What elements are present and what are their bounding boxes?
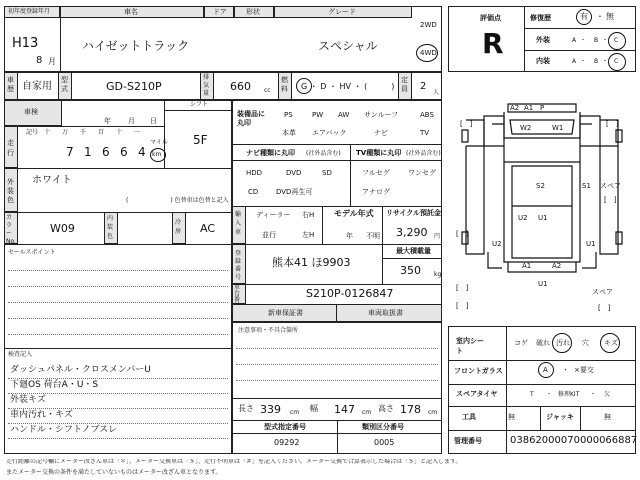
reg-year: H13 [12,36,39,51]
diag-label: W1 [552,124,564,132]
grade-c-circle [608,53,626,71]
diag-label: S1 [582,182,591,190]
mile-label: マイル [150,139,168,146]
divider [336,304,337,322]
tv-label: TV種類に丸印 [356,149,402,157]
inspector-item: ダッシュパネル・クロスメンバーU [10,365,151,375]
divider [448,406,636,407]
mgmt-value: 03862000070000066887 [510,435,638,446]
diag-label: U1 [586,240,596,248]
tools-label: 工具 [462,413,476,421]
car-diagram [448,76,636,326]
color-no-label: カラーNo. [6,214,16,245]
sheet-item: 破れ [536,339,550,347]
capacity-value: 2 [420,81,427,92]
diag-label: W2 [520,124,532,132]
windshield-label: フロントガラス [454,367,503,375]
grade-separator: ・ [580,58,587,65]
type-no-label: 型式指定番号 [264,423,306,431]
cat-no-value: 0005 [374,438,395,447]
diag-bracket: [ ] [456,302,469,310]
divider [4,244,232,245]
mileage-unit: 一 [134,129,141,136]
car-name-label: 車名 [124,8,138,16]
color-value: ホワイト [32,175,72,186]
diag-spare-bracket: [ ] [604,196,617,204]
equipment-item: TV [420,129,430,137]
navi-item: DVD再生可 [276,188,313,196]
divider [448,430,636,431]
mileage-digit: 1 [84,145,92,159]
width-value: 147 [334,403,355,416]
model-label: 型式 [61,76,68,93]
drive-4wd: 4WD [420,49,437,57]
mileage-unit: 万 [62,129,69,136]
divider [448,384,636,385]
repair-sep: ・ [596,12,604,21]
height-value: 178 [400,403,421,416]
chassis-value: S210P-0126847 [306,287,394,300]
equipment-item: ABS [420,111,434,119]
divider [236,348,438,349]
shape-label: 形状 [246,8,260,16]
divider [8,378,228,379]
repair-no: 無 [606,12,614,21]
plate-value: 熊本41 ほ9903 [272,256,351,269]
inspection-month: 月 [128,117,135,125]
interior-label: 内装 [536,57,550,65]
spare-tire-sep2: ・ [590,391,597,398]
shift-value: 5F [193,133,208,147]
height-label: 高さ [378,404,394,413]
length-unit: cm [290,409,300,416]
repair-label: 修復歴 [530,14,551,22]
mileage-unit: 十 [44,129,51,136]
color-no-value: W09 [50,222,75,235]
diag-label: U1 [538,280,548,288]
diag-label: A2 [510,104,520,112]
mileage-digit: 6 [120,145,128,159]
import-parallel: 並行 [262,231,276,239]
tv-item: アナログ [362,188,390,196]
inspector-item: 下廻OS 荷台A・U・S [10,380,99,390]
width-label: 幅 [310,404,318,413]
equipment-item: サンルーフ [364,111,399,119]
warranty-row [232,304,442,322]
diag-spare: スペア [592,288,613,296]
fuel-value: G ・ D ・ HV ・ ( ) [301,82,395,91]
sheet-item: キズ [604,339,618,347]
model-value: GD-S210P [106,80,162,93]
plate-label: 登録番号 [235,250,242,281]
grade-option: B [594,37,599,44]
sheet-item: 汚れ [556,339,570,347]
divider [382,258,442,259]
diag-label: U2 [492,240,502,248]
diag-label: A1 [524,104,534,112]
door-label: ドア [213,8,227,16]
max-load-value: 350 [400,264,421,277]
inspection-year: 年 [104,117,111,125]
divider [337,420,338,454]
mileage-digit: 4 [138,145,146,159]
divider [8,438,228,439]
grade-separator: ・ [580,37,587,44]
mileage-unit: 十 [116,129,123,136]
divider [4,212,232,213]
mileage-unit: 千 [80,129,87,136]
type-no-value: 09292 [274,438,300,447]
mileage-digit: 6 [102,145,110,159]
jack-value: 無 [604,413,611,421]
sales-point-label: セールスポイント [8,249,56,256]
spare-tire-none: 欠 [604,391,611,398]
grade-option: C [614,37,619,44]
divider [8,318,228,319]
repair-yes: 有 [580,12,588,21]
divider [580,406,581,430]
divider [524,50,636,51]
navi-label: ナビ種類に丸印 [246,149,295,157]
shift-label: シフト [190,101,209,108]
grade-c-circle [608,32,626,50]
divider [8,423,228,424]
recycle-value: 3,290 [396,226,428,239]
ac-label: 冷房 [175,219,182,235]
displacement-unit: cc [264,87,271,94]
max-load-label: 最大積載量 [396,247,431,255]
divider [524,28,636,29]
divider [8,334,228,335]
equipment-item: PW [312,111,324,119]
grade-option: A [572,58,577,65]
sheet-item: 穴 [582,339,589,347]
tv-item: フルセグ [362,169,390,177]
divider [232,206,442,207]
divider [236,380,438,381]
divider [164,110,232,111]
divider [236,364,438,365]
score-label: 評価点 [480,14,501,22]
inspector-item: 外装キズ [10,395,46,405]
model-year-unknown: 不明 [366,232,380,240]
navi-sub: (社外品含む) [306,150,341,157]
spare-tire-kit: 修理KIT [558,391,580,398]
footer-line-1: 走行距離の記号欄にメーター改ざん車は「＊」、メーター交換車は「＄」、走行不明車は「＃」を記入ください。メーター交換で合算表示した場合は「＄」と記入します。 [6,459,462,465]
recycle-unit: 円 [434,233,441,240]
mileage-label: 走行 [7,139,14,157]
cat-no-label: 類別区分番号 [362,423,404,431]
chassis-label: 車台番 [234,284,241,303]
diag-label: S2 [536,182,545,190]
grade-option: B [594,58,599,65]
notes-label: 注意事項・不具合箇所 [238,327,299,334]
grade-option: C [614,58,619,65]
navi-item: CD [248,188,259,196]
divider [8,408,228,409]
divider [232,398,442,399]
displacement-label: 排気量 [203,74,210,97]
inspector-item: ハンドル・シフトノブスレ [10,425,118,435]
divider [524,6,525,72]
divider [232,322,442,323]
divider [4,348,232,349]
tv-item: ワンセグ [408,169,436,177]
reg-month-unit: 月 [48,57,56,66]
equipment-item: エアバック [312,129,347,137]
length-label: 長さ [238,404,254,413]
divider [4,168,232,169]
ac-value: AC [200,222,216,235]
grade-separator: ・ [602,58,609,65]
equipment-item: PS [284,111,293,119]
length-value: 339 [260,403,281,416]
import-left: 左H [302,231,315,239]
capacity-unit: 人 [433,89,440,96]
equipment-item: AW [338,111,350,119]
drive-2wd: 2WD [420,21,437,29]
inspector-label: 検査記入 [8,351,33,358]
diag-label: P [540,104,545,112]
diag-spare-bracket: [ ] [598,304,611,312]
equipment-label: 装備品に丸印 [237,110,265,127]
divider [506,326,507,454]
use-label: 車歴 [7,76,14,93]
mgmt-label: 管理番号 [454,437,482,445]
spare-tire-t: T [530,391,534,398]
diag-label: U2 [518,214,528,222]
divider [232,433,442,434]
reg-year-label: 初年度登録年月 [8,8,51,15]
divider [382,206,383,244]
recycle-label: リサイクル預託金 [386,209,442,217]
spare-tire-label: スペアタイヤ [456,390,498,398]
divider [8,270,228,271]
divider [8,393,228,394]
equipment-item: 本革 [282,129,296,137]
windshield-a: A [543,366,548,374]
sheet-item-circle [552,333,572,353]
divider [322,206,323,244]
tools-value: 無 [508,413,515,421]
inspection-day: 日 [150,117,157,125]
mileage-unit: 百 [98,129,105,136]
equipment-item: ナビ [374,129,388,137]
divider [232,144,442,145]
navi-item: HDD [246,169,263,177]
interior-sheet-label: 室内シート [456,337,484,355]
interior-color-label: 内装色 [107,215,114,240]
diag-bracket: [ ] [460,120,473,128]
displacement-value: 660 [230,80,251,93]
diag-bracket: [ ] [606,120,619,128]
tv-sub: (社外品含む) [406,150,441,157]
mileage-digit: 7 [66,145,74,159]
diag-bracket: [ ] [456,230,469,238]
width-unit: cm [362,409,372,416]
max-load-unit: kg [434,271,442,278]
capacity-label: 定員 [401,76,408,93]
exterior-label: 外装 [536,36,550,44]
navi-item: DVD [286,169,302,177]
spare-tire-sep1: ・ [546,391,553,398]
sheet-item: コゲ [514,339,528,347]
height-unit: cm [428,409,438,416]
fuel-label: 燃料 [281,76,288,93]
use-value: 自家用 [22,81,52,92]
color-note: ( ) 色替車は色替と記入 [126,197,229,204]
sheet-item-circle [600,333,620,353]
divider [540,406,541,430]
grade: スペシャル [318,39,378,53]
windshield-sep: ・ [562,366,569,374]
divider [382,244,383,284]
divider [4,126,164,127]
divider [232,284,442,285]
diag-label: A1 [522,262,532,270]
inspection-label: 車検 [24,108,38,116]
divider [448,360,636,361]
diag-spare: スペア [600,182,621,190]
model-year-year: 年 [346,232,353,240]
warranty-label: 新車保証書 [268,309,303,317]
grade-option: A [572,37,577,44]
import-label: 輸入車 [235,211,242,236]
inspector-item: 車内汚れ・キズ [10,410,73,420]
divider [8,286,228,287]
model-year-label: モデル年式 [334,209,374,218]
import-right: 右H [302,211,315,219]
color-label: 外装色 [7,178,14,204]
divider [232,244,442,245]
windshield-replace: ×要交 [574,366,594,374]
divider [350,144,351,206]
divider [232,160,442,161]
mileage-unit: 記号 [26,129,39,136]
km-label: km [152,151,162,158]
grade-separator: ・ [602,37,609,44]
diag-label: A2 [552,262,562,270]
navi-item: SD [322,169,332,177]
reg-month: 8 [36,55,43,66]
score: R [482,27,504,60]
grade-label: グレード [328,8,356,16]
jack-label: ジャッキ [546,413,574,421]
manual-label: 車両取扱書 [368,309,403,317]
import-dealer: ディーラー [256,211,291,219]
footer-line-2: またメーター交換の条件を満たしていないものはメーター改ざん車となります。 [6,469,222,476]
divider [8,302,228,303]
diag-bracket: [ ] [456,284,469,292]
diag-label: U1 [538,214,548,222]
car-name: ハイゼットトラック [82,39,190,53]
